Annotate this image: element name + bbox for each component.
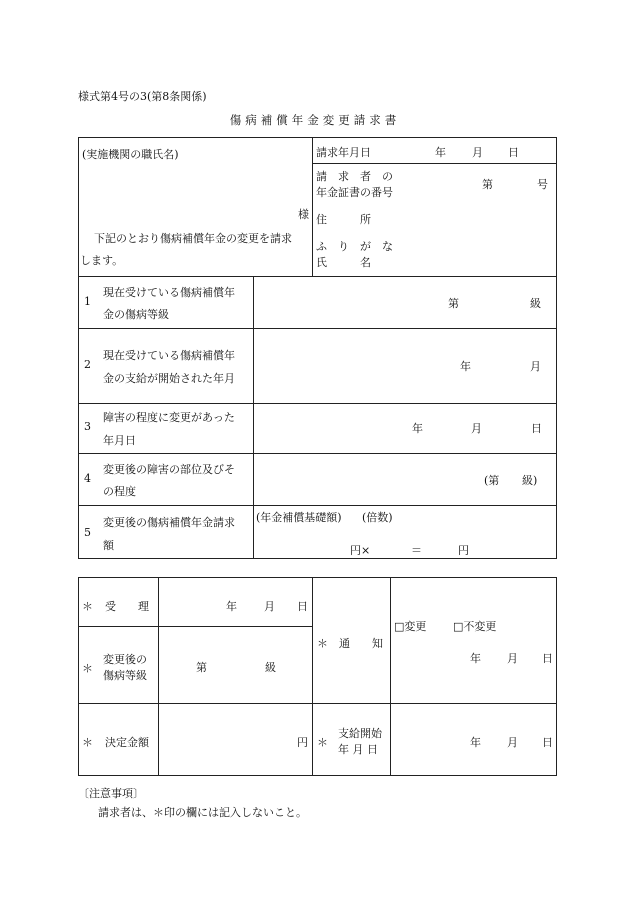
equals-sign: ＝ — [411, 544, 422, 557]
receipt-month: 月 — [264, 600, 275, 613]
change-day: 日 — [531, 422, 542, 435]
payment-month: 月 — [507, 736, 518, 749]
name-label: 氏 名 — [316, 256, 371, 269]
receipt-day: 日 — [297, 600, 308, 613]
item-number: 3 — [84, 420, 91, 433]
item-label-line1: 現在受けている傷病補償年 — [103, 349, 235, 362]
claimant-label-line1: 請 求 者 の — [316, 170, 393, 183]
multiplier-label: (倍数) — [362, 511, 393, 524]
item-label-line2: 金の傷病等級 — [103, 308, 169, 321]
payment-day: 日 — [542, 736, 553, 749]
request-date-month: 月 — [472, 146, 483, 159]
asterisk-mark: ＊ — [82, 662, 93, 675]
item-number: 2 — [84, 358, 91, 371]
decision-amount-yen: 円 — [297, 736, 308, 749]
item-number: 5 — [84, 526, 91, 539]
request-date-year: 年 — [435, 146, 446, 159]
notice-year: 年 — [470, 652, 481, 665]
form-number: 様式第4号の3(第8条関係) — [78, 90, 207, 103]
grade-kyu: 級 — [530, 297, 541, 310]
new-grade-kyu: 級) — [522, 474, 538, 487]
item-label-line1: 障害の程度に変更があった — [103, 411, 235, 424]
item-label-line1: 現在受けている傷病補償年 — [103, 286, 235, 299]
document-title: 傷病補償年金変更請求書 — [229, 113, 401, 127]
sama-suffix: 様 — [298, 208, 309, 221]
payment-year: 年 — [470, 736, 481, 749]
notes-heading: 〔注意事項〕 — [78, 787, 144, 800]
item-label-line2: 金の支給が開始された年月 — [103, 372, 235, 385]
item-label-line2: の程度 — [103, 485, 136, 498]
change-year: 年 — [412, 422, 423, 435]
item-label-line1: 変更後の障害の部位及びそ — [103, 463, 235, 476]
notes-text: 請求者は、＊印の欄には記入しないこと。 — [98, 806, 307, 819]
item-number: 4 — [84, 472, 91, 485]
certificate-go: 号 — [537, 178, 548, 191]
agency-name-label: (実施機関の職氏名) — [82, 148, 179, 161]
payment-start-label-line2: 年 月 日 — [338, 743, 378, 756]
new-grade-label-line2: 傷病等級 — [103, 669, 147, 682]
new-grade-dai: (第 — [484, 474, 500, 487]
notice-label: 通 知 — [339, 637, 383, 650]
asterisk-mark: ＊ — [82, 736, 93, 749]
start-month: 月 — [530, 360, 541, 373]
office-grade-dai: 第 — [196, 661, 207, 674]
item-label-line1: 変更後の傷病補償年金請求 — [103, 516, 235, 529]
amount-yen: 円 — [458, 544, 469, 557]
change-month: 月 — [471, 422, 482, 435]
base-amount-label: (年金補償基礎額) — [256, 511, 342, 524]
request-date-day: 日 — [508, 146, 519, 159]
notice-day: 日 — [542, 652, 553, 665]
asterisk-mark: ＊ — [317, 637, 328, 650]
unchanged-checkbox[interactable]: □不変更 — [453, 620, 497, 633]
start-year: 年 — [460, 360, 471, 373]
item-label-line2: 額 — [103, 539, 114, 552]
notice-month: 月 — [507, 652, 518, 665]
receipt-year: 年 — [226, 600, 237, 613]
request-statement-line1: 下記のとおり傷病補償年金の変更を請求 — [94, 232, 292, 245]
request-statement-line2: します。 — [80, 254, 124, 267]
yen-times: 円× — [350, 544, 371, 557]
furigana-label: ふ り が な — [316, 240, 393, 253]
grade-dai: 第 — [448, 297, 459, 310]
changed-checkbox[interactable]: □変更 — [394, 620, 427, 633]
asterisk-mark: ＊ — [317, 736, 328, 749]
address-label: 住 所 — [316, 213, 371, 226]
certificate-dai: 第 — [482, 178, 493, 191]
new-grade-label-line1: 変更後の — [103, 653, 147, 666]
decision-amount-label: 決定金額 — [105, 736, 149, 749]
payment-start-label-line1: 支給開始 — [338, 727, 382, 740]
office-grade-kyu: 級 — [265, 661, 276, 674]
asterisk-mark: ＊ — [82, 600, 93, 613]
item-label-line2: 年月日 — [103, 434, 136, 447]
item-number: 1 — [84, 295, 91, 308]
request-date-label: 請求年月日 — [316, 146, 371, 159]
claimant-label-line2: 年金証書の番号 — [316, 186, 393, 199]
receipt-label: 受 理 — [105, 600, 149, 613]
